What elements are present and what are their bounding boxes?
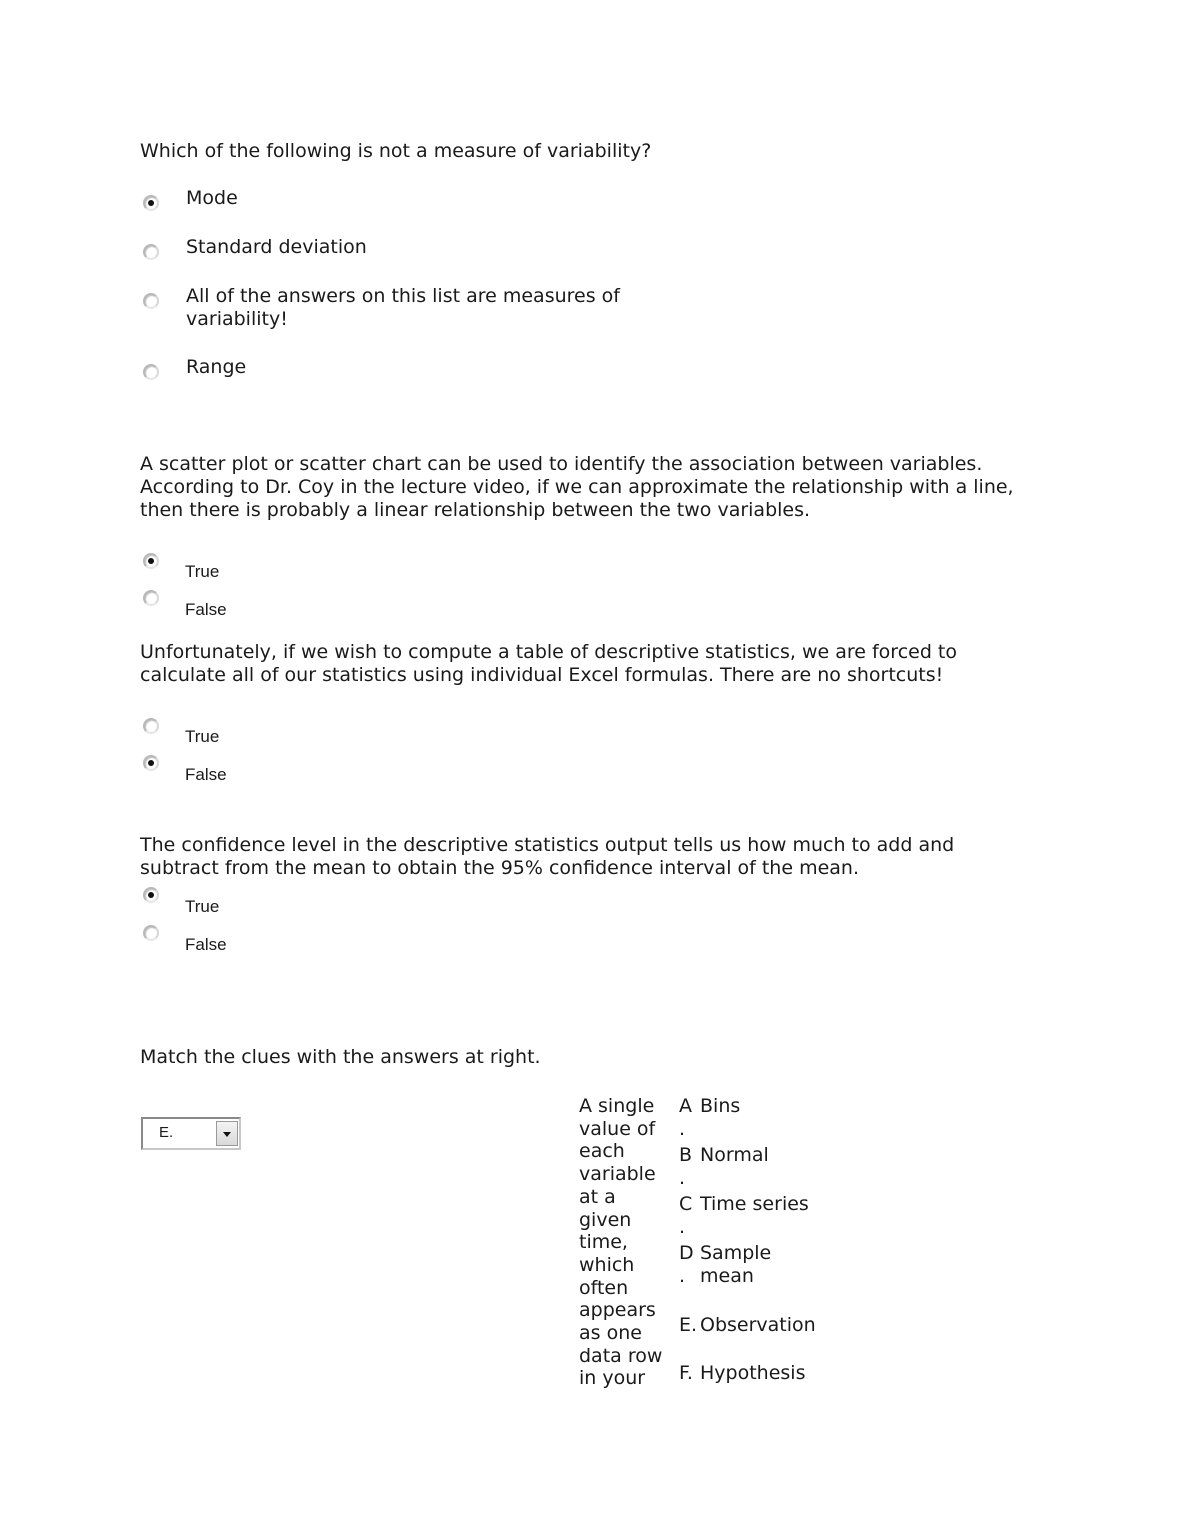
q2-true-radio[interactable] — [143, 553, 159, 569]
clue-line: given — [579, 1208, 632, 1231]
answer-c-text: Time series — [700, 1193, 809, 1215]
answer-f-letter-char: F. — [679, 1362, 693, 1384]
answer-f-letter — [679, 1362, 697, 1385]
question-4-text-line-1: The confidence level in the descriptive statistics output tells us how much to add and — [140, 834, 955, 856]
q1-option-all-radio[interactable] — [143, 293, 159, 309]
clue-line: often — [579, 1276, 629, 1299]
answer-c-letter — [679, 1193, 697, 1239]
q1-option-mode-radio[interactable] — [143, 195, 159, 211]
answer-a-letter-char: A — [679, 1095, 692, 1117]
clue-line: time, — [579, 1231, 628, 1254]
answer-c-letter-dot: . — [679, 1216, 686, 1238]
q1-option-std-dev-label: Standard deviation — [186, 236, 367, 258]
question-2-text-line-1: A scatter plot or scatter chart can be used to identify the association between variables. — [140, 453, 983, 475]
clue-line: variable — [579, 1163, 656, 1186]
q1-option-all-label-line-2: variability! — [186, 308, 288, 330]
answer-a-text: Bins — [700, 1095, 741, 1117]
q3-true-radio[interactable] — [143, 718, 159, 734]
q1-option-range-radio[interactable] — [143, 364, 159, 380]
answer-f-text: Hypothesis — [700, 1362, 806, 1384]
question-3-text-line-2: calculate all of our statistics using individual Excel formulas. There are no shortcuts! — [140, 664, 944, 686]
clue-line: each — [579, 1140, 625, 1163]
answer-b-letter-char: B — [679, 1144, 693, 1166]
clue-line: in your — [579, 1367, 646, 1390]
q3-false-label: False — [185, 765, 227, 784]
clue-line: A single — [579, 1095, 655, 1117]
answer-d-letter-char: D — [679, 1242, 694, 1264]
q4-true-label: True — [185, 897, 220, 916]
q4-true-radio[interactable] — [143, 887, 159, 903]
answer-b-letter-dot: . — [679, 1167, 686, 1189]
q1-option-mode-label: Mode — [186, 187, 238, 209]
question-3-text-line-1: Unfortunately, if we wish to compute a table of descriptive statistics, we are forced to — [140, 641, 958, 663]
answer-e-letter — [679, 1314, 697, 1337]
answer-d-text — [700, 1242, 771, 1288]
matching-instruction: Match the clues with the answers at right. — [140, 1046, 541, 1068]
answer-e-letter-char: E. — [679, 1314, 698, 1336]
q1-option-std-dev-radio[interactable] — [143, 244, 159, 260]
answer-d-text-line-2: mean — [700, 1265, 754, 1287]
question-2-text-line-2: According to Dr. Coy in the lecture video, if we can approximate the relationship with a line, — [140, 476, 1014, 498]
q1-option-range-label: Range — [186, 356, 247, 378]
q2-false-label: False — [185, 600, 227, 619]
q3-false-radio[interactable] — [143, 755, 159, 771]
answer-a-letter — [679, 1095, 697, 1141]
clue-line: data row — [579, 1344, 663, 1367]
match-answer-select[interactable] — [141, 1117, 241, 1150]
answer-a-letter-dot: . — [679, 1118, 686, 1140]
q2-true-label: True — [185, 562, 220, 581]
answer-b-text: Normal — [700, 1144, 769, 1166]
q3-true-label: True — [185, 727, 220, 746]
match-selected-value: E. — [159, 1124, 174, 1141]
answer-d-letter — [679, 1242, 697, 1288]
clue-line: as one — [579, 1322, 642, 1345]
question-4-text-line-2: subtract from the mean to obtain the 95% confidence interval of the mean. — [140, 857, 860, 879]
clue-line: at a — [579, 1185, 616, 1208]
clue-line: appears — [579, 1299, 656, 1322]
answer-c-letter-char: C — [679, 1193, 693, 1215]
match-clue-text — [579, 1095, 674, 1390]
clue-line: value of — [579, 1117, 656, 1140]
answer-b-letter — [679, 1144, 697, 1190]
q2-false-radio[interactable] — [143, 590, 159, 606]
q4-false-label: False — [185, 935, 227, 954]
answer-e-text: Observation — [700, 1314, 816, 1336]
answer-d-text-line-1: Sample — [700, 1242, 772, 1264]
answer-d-letter-dot: . — [679, 1265, 686, 1287]
chevron-down-icon[interactable] — [216, 1121, 238, 1146]
clue-line: which — [579, 1253, 635, 1276]
question-1-text: Which of the following is not a measure of variability? — [140, 140, 652, 162]
question-2-text-line-3: then there is probably a linear relationship between the two variables. — [140, 499, 811, 521]
q1-option-all-label-line-1: All of the answers on this list are measures of — [186, 285, 620, 307]
q4-false-radio[interactable] — [143, 925, 159, 941]
